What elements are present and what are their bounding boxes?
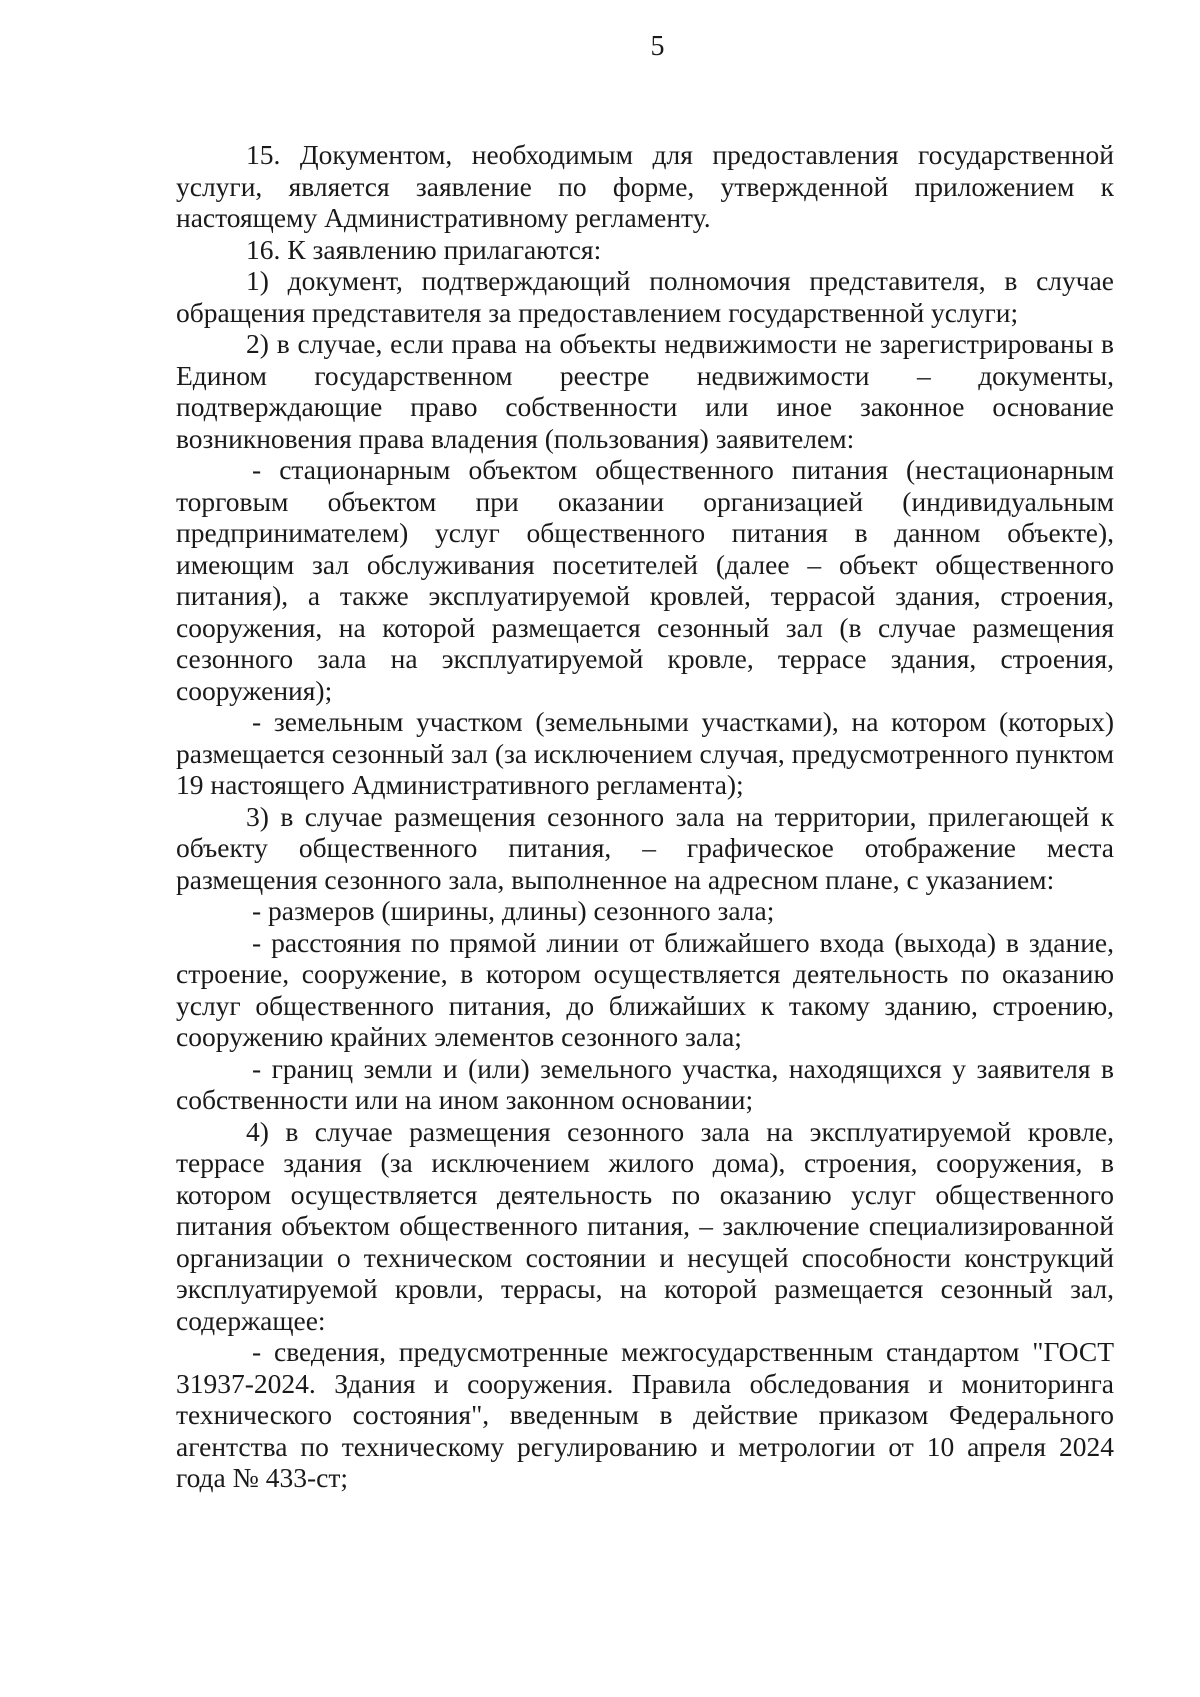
- item-4-dash-1: - сведения, предусмотренные межгосударственным стандартом "ГОСТ 31937-2024. Здания и сооружения. Правила обследования и мониторинга технического состояния", введенным в действие приказом Федерального агентства по техническому регулированию и метрологии от 10 апреля 2024 года № 433-ст;: [176, 1336, 1114, 1493]
- item-3-dash-2: - расстояния по прямой линии от ближайшего входа (выхода) в здание, строение, сооружение, в котором осуществляется деятельность по оказанию услуг общественного питания, до ближайших к такому зданию, строению, сооружению крайних элементов сезонного зала;: [176, 926, 1114, 1052]
- document-body: [176, 139, 1114, 1494]
- item-3: 3) в случае размещения сезонного зала на территории, прилегающей к объекту общественного питания, – графическое отображение места размещения сезонного зала, выполненное на адресном плане, с указанием:: [176, 800, 1114, 895]
- item-2: 2) в случае, если права на объекты недвижимости не зарегистрированы в Едином государственном реестре недвижимости – документы, подтверждающие право собственности или иное законное основание возникновения права владения (пользования) заявителем:: [176, 328, 1114, 454]
- page-number: 5: [650, 31, 665, 62]
- paragraph-16: 16. К заявлению прилагаются:: [246, 233, 602, 265]
- paragraph-15: 15. Документом, необходимым для предоставления государственной услуги, является заявление по форме, утвержденной приложением к настоящему Административному регламенту.: [176, 139, 1114, 233]
- item-3-dash-1: - размеров (ширины, длины) сезонного зала;: [252, 895, 775, 926]
- item-1: 1) документ, подтверждающий полномочия представителя, в случае обращения представителя за предоставлением государственной услуги;: [176, 265, 1114, 328]
- item-2-dash-2: - земельным участком (земельными участками), на котором (которых) размещается сезонный зал (за исключением случая, предусмотренного пунктом 19 настоящего Административного регламента);: [176, 706, 1114, 800]
- item-2-dash-1: - стационарным объектом общественного питания (нестационарным торговым объектом при оказании организацией (индивидуальным предпринимателем) услуг общественного питания в данном объекте), имеющим зал обслуживания посетителей (далее – объект общественного питания), а также эксплуатируемой кровлей, террасой здания, строения, сооружения, на которой размещается сезонный зал (в случае размещения сезонного зала на эксплуатируемой кровле, террасе здания, строения, сооружения);: [176, 454, 1114, 706]
- item-4: 4) в случае размещения сезонного зала на эксплуатируемой кровле, террасе здания (за исключением жилого дома), строения, сооружения, в котором осуществляется деятельность по оказанию услуг общественного питания объектом общественного питания, – заключение специализированной организации о техническом состоянии и несущей способности конструкций эксплуатируемой кровли, террасы, на которой размещается сезонный зал, содержащее:: [176, 1115, 1114, 1336]
- item-3-dash-3: - границ земли и (или) земельного участка, находящихся у заявителя в собственности или на ином законном основании;: [176, 1052, 1114, 1115]
